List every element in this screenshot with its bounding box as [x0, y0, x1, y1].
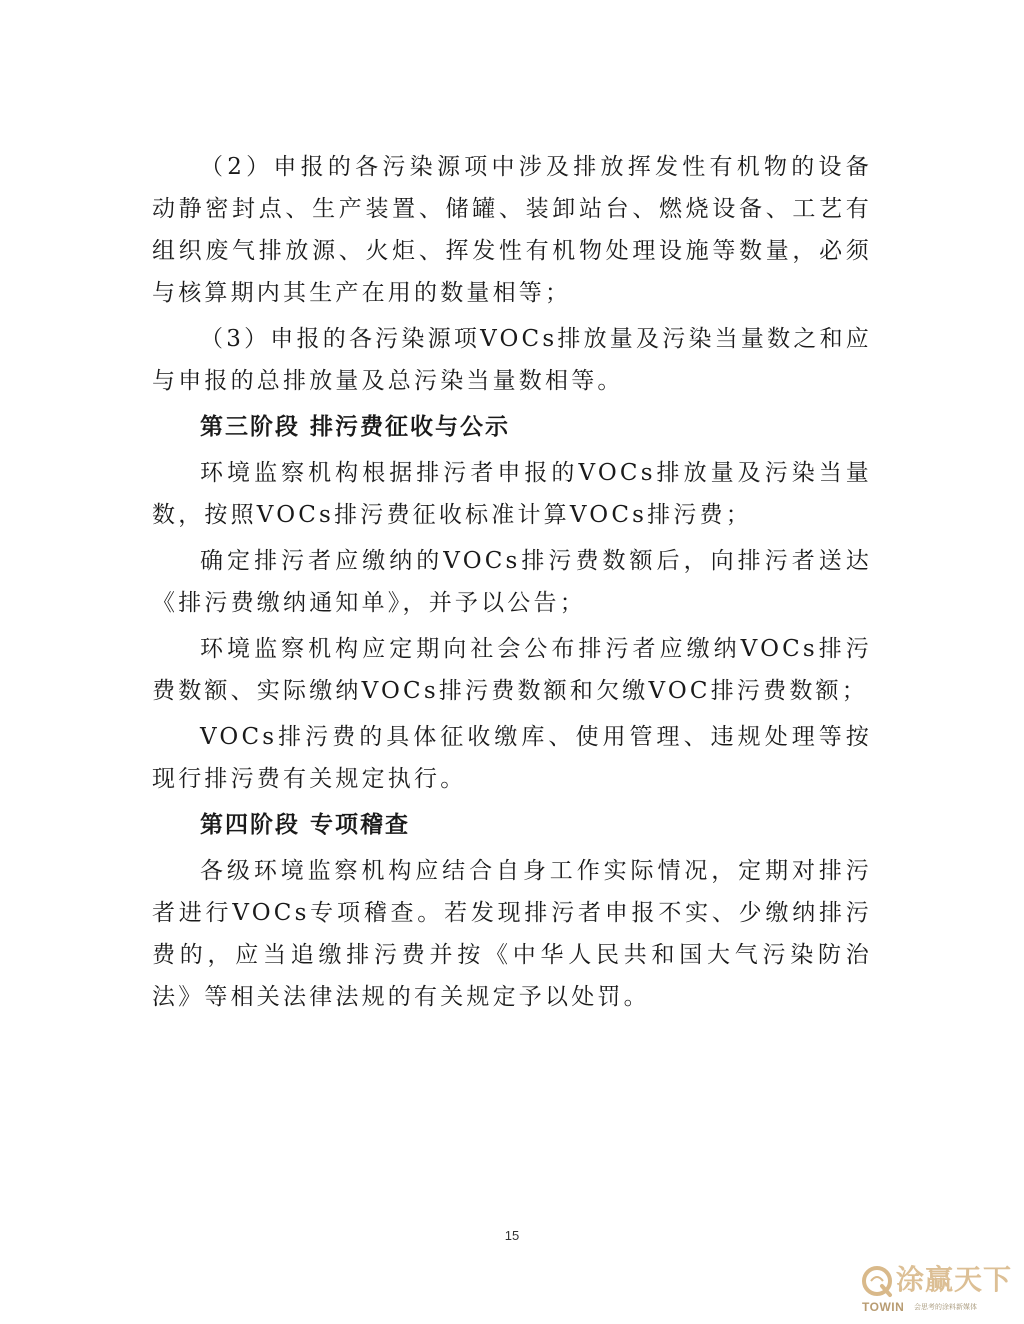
- watermark-tagline: 会思考的涂料新媒体: [914, 1303, 977, 1311]
- document-page: [152, 146, 872, 1018]
- paragraph-fee-management: VOCs排污费的具体征收缴库、使用管理、违规处理等按现行排污费有关规定执行。: [152, 724, 872, 792]
- watermark-logo: [856, 1260, 1016, 1318]
- section-heading-stage-4: 第四阶段 专项稽查: [200, 812, 411, 838]
- section-heading-stage-3: 第三阶段 排污费征收与公示: [200, 414, 511, 440]
- watermark-brand-cn: 涂赢天下: [896, 1263, 1013, 1296]
- paragraph-fee-publication: 环境监察机构应定期向社会公布排污者应缴纳VOCs排污费数额、实际缴纳VOCs排污费数额和欠缴VOC排污费数额；: [152, 636, 872, 704]
- paragraph-item-3: （3）申报的各污染源项VOCs排放量及污染当量数之和应与申报的总排放量及总污染当量数相等。: [152, 326, 872, 394]
- page-number: 15: [504, 1228, 520, 1243]
- paragraph-fee-notice: 确定排污者应缴纳的VOCs排污费数额后，向排污者送达《排污费缴纳通知单》，并予以公告；: [152, 548, 872, 616]
- paragraph-item-2: （2）申报的各污染源项中涉及排放挥发性有机物的设备动静密封点、生产装置、储罐、装卸站台、燃烧设备、工艺有组织废气排放源、火炬、挥发性有机物处理设施等数量，必须与核算期内其生产在用的数量相等；: [152, 154, 872, 306]
- towin-logo-icon: [860, 1264, 894, 1298]
- watermark-brand-en: TOWIN: [862, 1300, 905, 1314]
- paragraph-special-inspection: 各级环境监察机构应结合自身工作实际情况，定期对排污者进行VOCs专项稽查。若发现排污者申报不实、少缴纳排污费的，应当追缴排污费并按《中华人民共和国大气污染防治法》等相关法律法规的有关规定予以处罚。: [152, 858, 872, 1010]
- paragraph-fee-calculation: 环境监察机构根据排污者申报的VOCs排放量及污染当量数，按照VOCs排污费征收标准计算VOCs排污费；: [152, 460, 872, 528]
